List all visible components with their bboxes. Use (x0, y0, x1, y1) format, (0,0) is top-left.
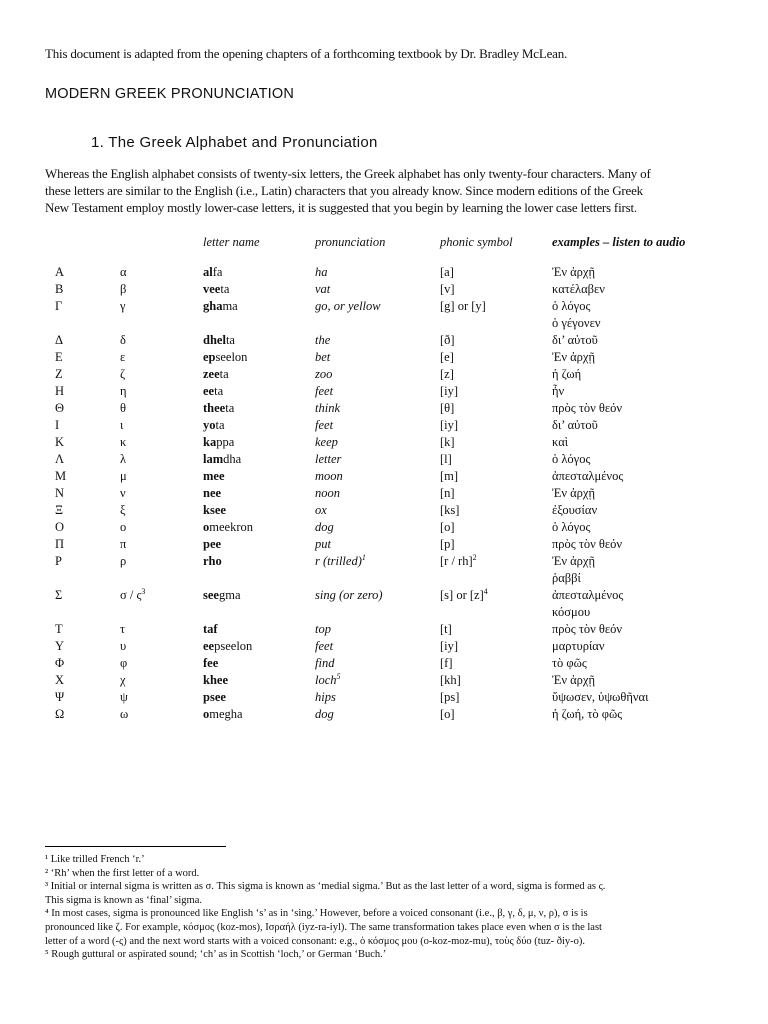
phonic-symbol: [e] (440, 350, 454, 364)
uppercase-letter: Τ (55, 622, 63, 636)
pronunciation: vat (315, 282, 331, 296)
letter-name-stressed: lam (203, 452, 224, 466)
lowercase-letter: λ (120, 452, 127, 466)
uppercase-letter: Χ (55, 673, 65, 687)
section-title: 1. The Greek Alphabet and Pronunciation (91, 134, 378, 151)
letter-name-stressed: o (203, 520, 210, 534)
pronunciation: feet (315, 418, 334, 432)
letter-name (203, 707, 243, 722)
uppercase-letter: Σ (55, 588, 63, 602)
pronunciation: feet (315, 639, 334, 653)
footnotes (45, 853, 745, 962)
paragraph-line: these letters are similar to the English (i.e., Latin) characters that you already know. Since modern editions of the Greek (45, 183, 643, 198)
letter-name (203, 486, 221, 501)
table-row (0, 503, 768, 520)
uppercase-letter: Α (55, 265, 65, 279)
intro-text: This document is adapted from the opening chapters of a forthcoming textbook by Dr. Bradley McLean. (45, 46, 568, 61)
letter-name-stressed: ee (203, 639, 215, 653)
phonic-symbol: [f] (440, 656, 453, 670)
letter-name-stressed: see (203, 588, 219, 602)
pronunciation: r (trilled)$^1$ (315, 552, 366, 568)
letter-name-rest: seelon (215, 350, 248, 364)
lowercase-letter: τ (120, 622, 126, 636)
phonic-symbol: [kh] (440, 673, 461, 687)
table-row (0, 520, 768, 537)
pronunciation: hips (315, 690, 336, 704)
footnote-line: letter of a word (-ς) and the next word starts with a voiced consonant: e.g., ὁ κόσμος μου (o-koz-moz-mu), τοὺς δύο (tuz- ðiy-o). (45, 935, 586, 947)
pronunciation: zoo (315, 367, 333, 381)
header-letter-name: letter name (203, 235, 260, 249)
lowercase-letter: κ (120, 435, 127, 449)
pronunciation: the (315, 333, 331, 347)
main-title: MODERN GREEK PRONUNCIATION (45, 86, 295, 102)
phonic-symbol: [o] (440, 707, 455, 721)
example: καὶ (552, 435, 569, 449)
letter-name-rest: ta (214, 384, 224, 398)
lowercase-letter: π (120, 537, 127, 551)
phonic-symbol: [ks] (440, 503, 460, 517)
letter-name (203, 690, 226, 705)
example: δι’ αὐτοῦ (552, 418, 598, 432)
letter-name-rest: ta (215, 418, 225, 432)
lowercase-letter: ζ (120, 367, 126, 381)
letter-name-rest: ta (225, 401, 235, 415)
header-examples: examples – listen to audio (552, 235, 686, 249)
uppercase-letter: Ν (55, 486, 65, 500)
table-row (0, 435, 768, 452)
example: Ἐν ἀρχῇ (552, 673, 595, 687)
lowercase-letter: α (120, 265, 127, 279)
lowercase-letter: φ (120, 656, 128, 670)
letter-name (203, 265, 222, 280)
lowercase-letter: χ (120, 673, 126, 687)
letter-name-rest: ta (225, 333, 235, 347)
example: ὕψωσεν, ὑψωθῆναι (552, 690, 649, 704)
table-row (0, 486, 768, 503)
letter-name-stressed: vee (203, 282, 221, 296)
table-row (0, 265, 768, 282)
lowercase-letter: ρ (120, 554, 127, 568)
footnote-line: pronounced like ζ. For example, κόσμος (koz-mos), Ισραήλ (iyz-ra-iyl). The same transformation takes place even when σ is the last (45, 921, 602, 933)
lowercase-letter: μ (120, 469, 127, 483)
lowercase-letter: θ (120, 401, 126, 415)
footnote-line: ¹ Like trilled French ‘r.’ (45, 854, 145, 865)
phonic-symbol: [r / rh]$^2$ (440, 552, 477, 568)
phonic-symbol: [z] (440, 367, 454, 381)
letter-name (203, 520, 253, 535)
letter-name (203, 656, 218, 671)
pronunciation: think (315, 401, 340, 415)
uppercase-letter: Η (55, 384, 65, 398)
letter-name-rest: pseelon (214, 639, 253, 653)
letter-name (203, 435, 234, 450)
table-row (0, 299, 768, 333)
table-row (0, 622, 768, 639)
pronunciation: sing (or zero) (315, 588, 383, 602)
phonic-symbol: [k] (440, 435, 455, 449)
letter-name (203, 588, 241, 603)
table-row (0, 367, 768, 384)
lowercase-letter: σ / $\varsigma^3$ (120, 586, 146, 602)
table-row (0, 350, 768, 367)
uppercase-letter: Θ (55, 401, 65, 415)
example: ὁ λόγος (552, 520, 591, 534)
uppercase-letter: Ζ (55, 367, 63, 381)
pronunciation: ha (315, 265, 328, 279)
letter-name-stressed: dhel (203, 333, 226, 347)
example: Ἐν ἀρχῇ (552, 554, 595, 568)
uppercase-letter: Λ (55, 452, 65, 466)
footnote-ref: 1 (361, 552, 366, 562)
example: κατέλαβεν (552, 282, 605, 296)
letter-name-rest: meekron (209, 520, 253, 534)
pronunciation: top (315, 622, 331, 636)
footnote-line: ⁵ Rough guttural or aspirated sound; ‘ch’ as in Scottish ‘loch,’ or German ‘Buch.’ (45, 949, 387, 961)
letter-name-stressed: psee (203, 690, 226, 704)
example: Ἐν ἀρχῇ (552, 350, 595, 364)
letter-name (203, 384, 223, 399)
letter-name-rest: megha (209, 707, 243, 721)
table-row (0, 282, 768, 299)
letter-name-stressed: o (203, 707, 210, 721)
footnote-line: This sigma is known as ‘final’ sigma. (45, 894, 202, 906)
lowercase-letter: β (120, 282, 127, 296)
letter-name (203, 333, 235, 348)
letter-name-stressed: zee (203, 367, 220, 381)
letter-name-stressed: ka (203, 435, 217, 449)
intro-paragraph (45, 165, 735, 216)
letter-name (203, 537, 221, 552)
letter-name-rest: ppa (216, 435, 235, 449)
phonic-symbol: [ð] (440, 333, 455, 347)
uppercase-letter: Φ (55, 656, 65, 670)
pronunciation: feet (315, 384, 334, 398)
phonic-symbol: [o] (440, 520, 455, 534)
footnote-ref: 2 (472, 552, 477, 562)
example: ἡ ζωή, τὸ φῶς (552, 707, 623, 721)
phonic-symbol: [l] (440, 452, 452, 466)
pronunciation: dog (315, 707, 334, 721)
phonic-symbol: [θ] (440, 401, 455, 415)
letter-name-stressed: mee (203, 469, 225, 483)
pronunciation: dog (315, 520, 334, 534)
footnote-divider (45, 846, 226, 847)
example: ὁ λόγος (552, 452, 591, 466)
letter-name-stressed: ee (203, 384, 215, 398)
footnote-line: ⁴ In most cases, sigma is pronounced like English ‘s’ as in ‘sing.’ However, before a voiced consonant (i.e., β, γ, δ, μ, ν, ρ), σ is is (45, 908, 588, 920)
letter-name-stressed: taf (203, 622, 218, 636)
table-row (0, 537, 768, 554)
table-row (0, 469, 768, 486)
uppercase-letter: Ο (55, 520, 65, 534)
uppercase-letter: Ι (55, 418, 60, 432)
letter-name (203, 367, 229, 382)
lowercase-letter: ν (120, 486, 126, 500)
pronunciation: bet (315, 350, 331, 364)
table-row (0, 639, 768, 656)
pronunciation: noon (315, 486, 340, 500)
table-row (0, 384, 768, 401)
letter-name-stressed: al (203, 265, 213, 279)
pronunciation: go, or yellow (315, 299, 381, 313)
letter-name-rest: dha (223, 452, 242, 466)
lowercase-letter: ψ (120, 690, 128, 704)
table-row (0, 401, 768, 418)
lowercase-letter: η (120, 384, 127, 398)
footnote-ref: 5 (336, 671, 341, 681)
letter-name-stressed: rho (203, 554, 222, 568)
uppercase-letter: Υ (55, 639, 65, 653)
example: τὸ φῶς (552, 656, 587, 670)
lowercase-letter: ε (120, 350, 126, 364)
example: ὁ γέγονεν (552, 316, 601, 330)
uppercase-letter: Δ (55, 333, 64, 347)
pronunciation: put (315, 537, 331, 551)
footnote-line: ² ‘Rh’ when the first letter of a word. (45, 867, 200, 879)
phonic-symbol: [p] (440, 537, 455, 551)
example: ῥαββί (552, 571, 581, 585)
paragraph-line: New Testament employ mostly lower-case letters, it is suggested that you begin by learning the lower case letters first. (45, 200, 637, 215)
phonic-symbol: [n] (440, 486, 455, 500)
example: ἀπεσταλμένος (552, 588, 624, 602)
example: ἀπεσταλμένος (552, 469, 624, 483)
uppercase-letter: Γ (55, 299, 63, 313)
uppercase-letter: Β (55, 282, 64, 296)
example: κόσμου (552, 605, 591, 619)
header-pronunciation: pronunciation (315, 235, 386, 249)
phonic-symbol: [t] (440, 622, 452, 636)
letter-name-rest: gma (218, 588, 241, 602)
letter-name (203, 418, 225, 433)
phonic-symbol: [a] (440, 265, 454, 279)
paragraph-line: Whereas the English alphabet consists of twenty-six letters, the Greek alphabet has only twenty-four characters. Many of (45, 166, 651, 181)
lowercase-letter: ι (120, 418, 124, 432)
table-row (0, 690, 768, 707)
pronunciation: find (315, 656, 335, 670)
example: πρὸς τὸν θεόν (552, 537, 623, 551)
lowercase-letter: υ (120, 639, 127, 653)
letter-name-rest: ta (219, 367, 229, 381)
footnote-ref: 4 (483, 586, 488, 596)
example: ἐξουσίαν (552, 503, 598, 517)
letter-name-stressed: ep (203, 350, 216, 364)
table-row (0, 707, 768, 724)
uppercase-letter: Ψ (55, 690, 65, 704)
pronunciation: loch$^5$ (315, 671, 341, 687)
letter-name (203, 554, 222, 569)
example: δι’ αὐτοῦ (552, 333, 598, 347)
example: ἦν (552, 384, 565, 398)
letter-name (203, 299, 238, 314)
uppercase-letter: Π (55, 537, 65, 551)
lowercase-letter: ω (120, 707, 129, 721)
phonic-symbol: [g] or [y] (440, 299, 486, 313)
header-phonic-symbol: phonic symbol (440, 235, 513, 249)
phonic-symbol: [ps] (440, 690, 460, 704)
letter-name (203, 452, 241, 467)
footnote-line: ³ Initial or internal sigma is written as σ. This sigma is known as ‘medial sigma.’ But as the last letter of a word, sigma is formed as ς. (45, 881, 606, 893)
letter-name (203, 503, 226, 518)
table-row (0, 673, 768, 690)
example: ἡ ζωή (552, 367, 582, 381)
example: μαρτυρίαν (552, 639, 605, 653)
lowercase-letter: ο (120, 520, 127, 534)
example: πρὸς τὸν θεόν (552, 622, 623, 636)
table-row (0, 333, 768, 350)
letter-name (203, 622, 218, 637)
letter-name-rest: ta (220, 282, 230, 296)
letter-name-rest: ma (222, 299, 238, 313)
footnote-ref: 3 (141, 586, 146, 596)
example: ὁ λόγος (552, 299, 591, 313)
letter-name-stressed: yo (203, 418, 216, 432)
letter-name-rest: fa (212, 265, 223, 279)
table-row (0, 656, 768, 673)
example: Ἐν ἀρχῇ (552, 486, 595, 500)
letter-name-stressed: pee (203, 537, 222, 551)
uppercase-letter: Μ (55, 469, 67, 483)
example: πρὸς τὸν θεόν (552, 401, 623, 415)
lowercase-letter: ξ (120, 503, 126, 517)
letter-name (203, 350, 247, 365)
letter-name (203, 639, 252, 654)
letter-name-stressed: khee (203, 673, 228, 687)
table-row (0, 418, 768, 435)
example: Ἐν ἀρχῇ (552, 265, 595, 279)
letter-name-stressed: nee (203, 486, 222, 500)
letter-name-stressed: fee (203, 656, 219, 670)
uppercase-letter: Ξ (55, 503, 64, 517)
pronunciation: moon (315, 469, 343, 483)
phonic-symbol: [v] (440, 282, 455, 296)
pronunciation: letter (315, 452, 342, 466)
phonic-symbol: [iy] (440, 384, 459, 398)
phonic-symbol: [iy] (440, 639, 459, 653)
letter-name (203, 401, 234, 416)
lowercase-letter: γ (120, 299, 126, 313)
uppercase-letter: Κ (55, 435, 65, 449)
table-row (0, 452, 768, 469)
letter-name (203, 673, 228, 688)
letter-name (203, 469, 225, 484)
letter-name (203, 282, 229, 297)
alphabet-table (0, 265, 768, 724)
uppercase-letter: Ε (55, 350, 63, 364)
pronunciation: ox (315, 503, 327, 517)
uppercase-letter: Ρ (55, 554, 62, 568)
letter-name-stressed: thee (203, 401, 226, 415)
lowercase-letter: δ (120, 333, 126, 347)
table-row (0, 588, 768, 622)
phonic-symbol: [s] or $[z]^4$ (440, 586, 488, 602)
phonic-symbol: [m] (440, 469, 459, 483)
letter-name-stressed: gha (203, 299, 223, 313)
uppercase-letter: Ω (55, 707, 65, 721)
pronunciation: keep (315, 435, 338, 449)
phonic-symbol: [iy] (440, 418, 459, 432)
letter-name-stressed: ksee (203, 503, 226, 517)
table-row (0, 554, 768, 588)
